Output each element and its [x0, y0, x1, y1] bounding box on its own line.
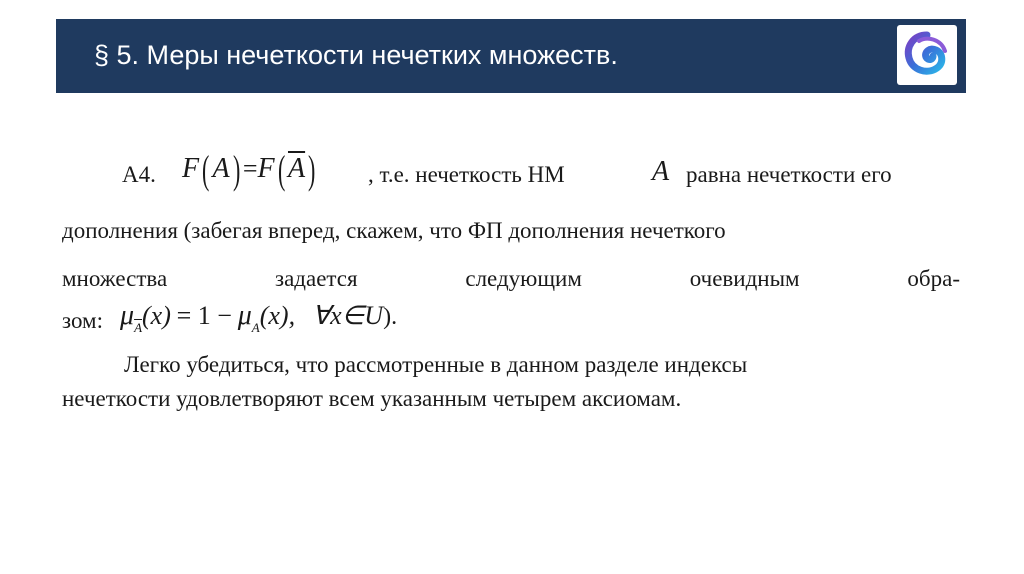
slide-title: § 5. Меры нечеткости нечетких множеств.	[94, 40, 618, 70]
swirl-logo-icon	[897, 25, 957, 85]
line-4	[62, 300, 960, 340]
line-2: дополнения (забегая вперед, скажем, что ФП дополнения нечеткого	[62, 218, 726, 243]
logo	[897, 25, 957, 85]
axiom-label: A4.	[122, 162, 156, 187]
content-body	[62, 148, 960, 448]
axiom-formula: F( A) =F( $\overline{A}$)	[182, 147, 316, 192]
paragraph-2-line-1: Легко убедиться, что рассмотренные в данном разделе индексы	[124, 352, 748, 377]
line-1	[62, 148, 960, 198]
line-4-prefix: зом:	[62, 308, 103, 333]
line-1-text-a: , т.е. нечеткость НМ	[368, 162, 565, 187]
line-1-text-b: равна нечеткости его	[686, 162, 892, 187]
line-1-var: A	[652, 156, 670, 187]
paragraph-2-line-2: нечеткости удовлетворяют всем указанным четырем аксиомам.	[62, 386, 682, 411]
line-3: множества задается следующим очевидным обра-	[62, 266, 960, 291]
membership-formula: $\mu_{\overline{A}}(x) = 1 - \mu_A(x)$, ∀x∈U).	[120, 300, 398, 335]
